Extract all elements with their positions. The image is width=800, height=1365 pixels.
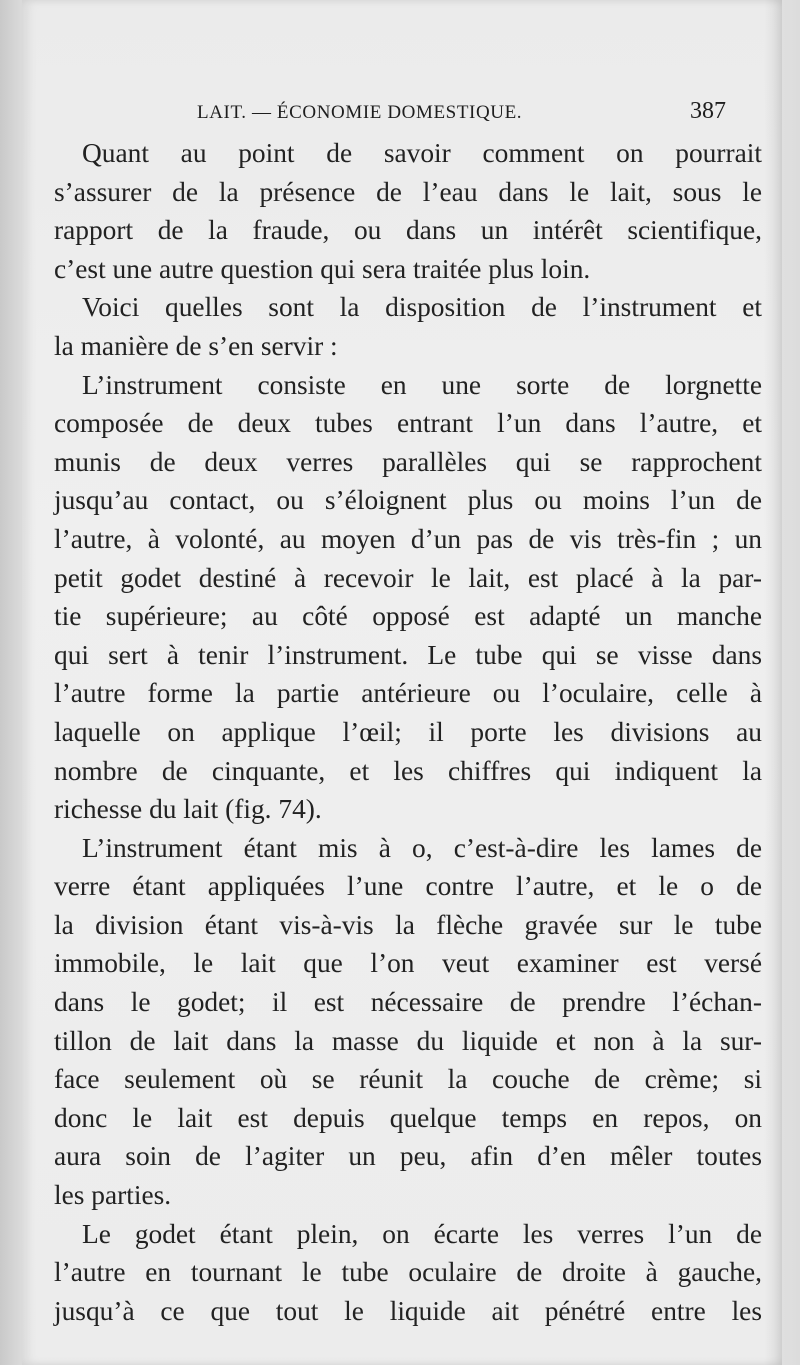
text-line: tillon de lait dans la masse du liquide et non à la sur-	[54, 1025, 762, 1056]
text-line: la division étant vis-à-vis la flèche gravée sur le tube	[54, 909, 762, 940]
text-line: munis de deux verres parallèles qui se rapprochent	[54, 446, 762, 477]
text-line: L’instrument consiste en une sorte de lorgnette	[82, 369, 762, 400]
text-line: nombre de cinquante, et les chiffres qui indiquent la	[54, 755, 762, 786]
text-line: Voici quelles sont la disposition de l’instrument et	[82, 292, 762, 323]
text-line: verre étant appliquées l’une contre l’autre, et le o de	[54, 871, 762, 902]
text-line: petit godet destiné à recevoir le lait, est placé à la par-	[54, 562, 762, 593]
page-edge-shadow	[764, 0, 782, 1365]
paragraph-4	[54, 829, 762, 1215]
text-line: jusqu’à ce que tout le liquide ait pénétré entre les	[54, 1295, 762, 1326]
text-line: L’instrument étant mis à o, c’est-à-dire les lames de	[82, 832, 762, 863]
text-line: immobile, le lait que l’on veut examiner est versé	[54, 948, 762, 979]
text-line: jusqu’au contact, ou s’éloignent plus ou moins l’un de	[54, 485, 762, 516]
text-line: laquelle on applique l’œil; il porte les divisions au	[54, 716, 762, 747]
text-line: Quant au point de savoir comment on pourrait	[82, 138, 762, 168]
paragraph-1	[54, 134, 762, 288]
text-line: tie supérieure; au côté opposé est adapté un manche	[54, 601, 762, 632]
body-text	[54, 134, 762, 1330]
text-line: s’assurer de la présence de l’eau dans le lait, sous le	[54, 176, 762, 207]
text-line: les parties.	[54, 1180, 172, 1211]
page-header	[22, 100, 782, 130]
text-line: donc le lait est depuis quelque temps en repos, on	[54, 1102, 762, 1133]
text-line: qui sert à tenir l’instrument. Le tube qui se visse dans	[54, 639, 762, 670]
book-page	[22, 0, 782, 1365]
text-line: dans le godet; il est nécessaire de prendre l’échan-	[54, 987, 762, 1018]
paragraph-5	[54, 1215, 762, 1331]
text-line: aura soin de l’agiter un peu, afin d’en mêler toutes	[54, 1141, 762, 1172]
page-number: 387	[690, 98, 726, 124]
text-line: l’autre forme la partie antérieure ou l’oculaire, celle à	[54, 678, 762, 709]
text-line: Le godet étant plein, on écarte les verres l’un de	[82, 1218, 762, 1249]
text-line: la manière de s’en servir :	[54, 330, 338, 361]
text-line: richesse du lait (fig. 74).	[54, 794, 322, 825]
text-line: composée de deux tubes entrant l’un dans l’autre, et	[54, 408, 762, 439]
text-line: rapport de la fraude, ou dans un intérêt scientifique,	[54, 215, 762, 246]
paragraph-3	[54, 366, 762, 829]
text-line: l’autre, à volonté, au moyen d’un pas de vis très-fin ; un	[54, 523, 762, 554]
text-line: l’autre en tournant le tube oculaire de droite à gauche,	[54, 1257, 762, 1288]
paragraph-2	[54, 288, 762, 365]
running-head: LAIT. — ÉCONOMIE DOMESTIQUE.	[197, 102, 523, 123]
text-line: face seulement où se réunit la couche de crème; si	[54, 1064, 762, 1095]
text-line: c’est une autre question qui sera traitée plus loin.	[54, 253, 591, 284]
